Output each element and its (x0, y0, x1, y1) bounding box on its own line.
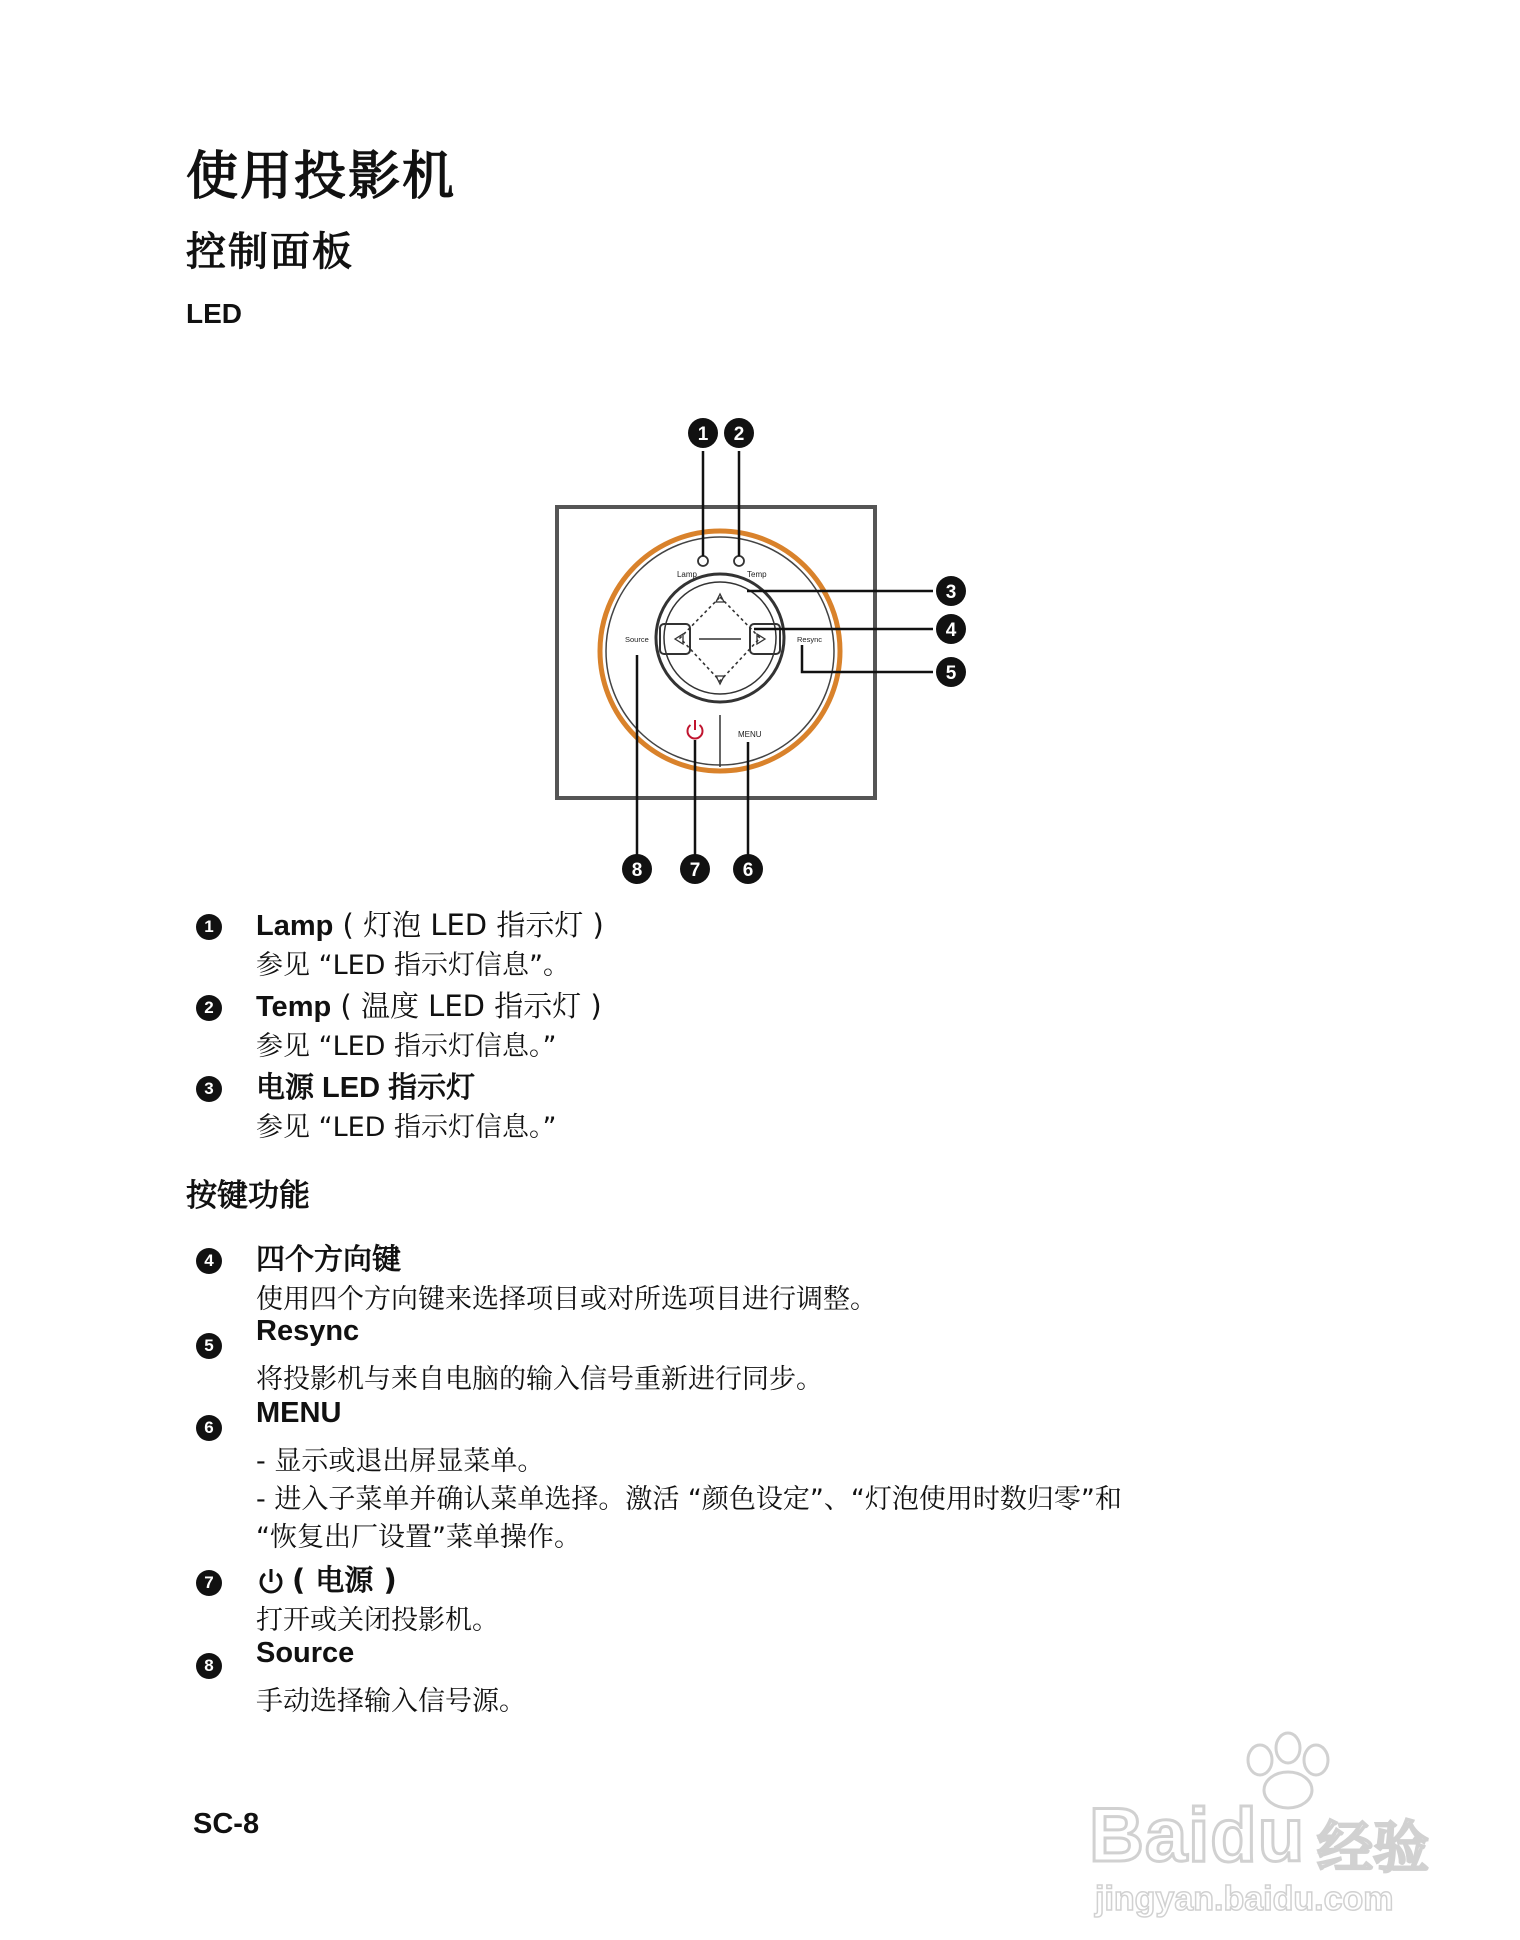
item-title: Temp ( 温度 LED 指示灯 ) (256, 989, 602, 1023)
svg-text:1: 1 (697, 424, 709, 445)
item-description: 使用四个方向键来选择项目或对所选项目进行调整。 (256, 1284, 877, 1315)
callout-1 (688, 418, 718, 448)
section-title: 控制面板 (186, 229, 354, 275)
svg-text:6: 6 (742, 860, 754, 881)
item-description: - 进入子菜单并确认菜单选择。激活 “颜色设定”、“灯泡使用时数归零”和 (256, 1484, 1122, 1515)
page-number: SC-8 (193, 1808, 260, 1840)
callout-3 (936, 576, 966, 606)
callout-2 (724, 418, 754, 448)
power-icon (256, 1566, 286, 1598)
led-heading: LED (186, 298, 242, 329)
svg-text:4: 4 (945, 620, 957, 641)
item-number: 7 (196, 1570, 222, 1596)
svg-text:8: 8 (631, 860, 643, 881)
buttons-section-heading: 按键功能 (186, 1178, 310, 1214)
item-title: Source (256, 1637, 355, 1669)
item-number: 8 (196, 1653, 222, 1679)
item-description: “恢复出厂设置”菜单操作。 (256, 1522, 581, 1553)
temp-label: Temp (747, 570, 767, 579)
svg-text:2: 2 (733, 424, 745, 445)
source-label: Source (625, 635, 649, 644)
svg-text:5: 5 (945, 663, 957, 684)
callout-7 (680, 854, 710, 884)
watermark-brand: Baidu (1089, 1793, 1306, 1878)
watermark-url: jingyan.baidu.com (1095, 1880, 1394, 1918)
item-number: 6 (196, 1415, 222, 1441)
lamp-led (698, 556, 708, 566)
item-number: 2 (196, 995, 222, 1021)
item-title: Lamp ( 灯泡 LED 指示灯 ) (256, 908, 604, 942)
callout-6 (733, 854, 763, 884)
svg-text:7: 7 (689, 860, 701, 881)
svg-text:3: 3 (945, 582, 957, 603)
control-panel-diagram (540, 395, 957, 895)
menu-label: MENU (738, 730, 762, 739)
item-number: 1 (196, 914, 222, 940)
item-title: MENU (256, 1397, 342, 1429)
page-title: 使用投影机 (186, 147, 457, 207)
item-description: 将投影机与来自电脑的输入信号重新进行同步。 (256, 1364, 823, 1395)
item-title: Resync (256, 1315, 360, 1347)
item-title: ( 电源 ) (242, 1558, 397, 1599)
callout-4 (936, 614, 966, 644)
item-number: 4 (196, 1248, 222, 1274)
lamp-label: Lamp (676, 570, 697, 579)
item-description: 参见 “LED 指示灯信息。” (256, 1112, 557, 1143)
item-description: 打开或关闭投影机。 (256, 1605, 499, 1636)
item-description: - 显示或退出屏显菜单。 (256, 1446, 545, 1477)
watermark-brand-cn: 经验 (1317, 1816, 1429, 1881)
callout-5 (936, 657, 966, 687)
item-title: 电源 LED 指示灯 (256, 1072, 476, 1104)
item-number: 5 (196, 1333, 222, 1359)
resync-label: Resync (797, 635, 823, 644)
item-description: 手动选择输入信号源。 (256, 1686, 526, 1717)
item-number: 3 (196, 1076, 222, 1102)
item-title: 四个方向键 (256, 1242, 402, 1276)
item-description: 参见 “LED 指示灯信息。” (256, 1031, 557, 1062)
temp-led (734, 556, 744, 566)
baidu-watermark (1085, 1730, 1445, 1920)
item-description: 参见 “LED 指示灯信息”。 (256, 950, 571, 981)
callout-8 (622, 854, 652, 884)
